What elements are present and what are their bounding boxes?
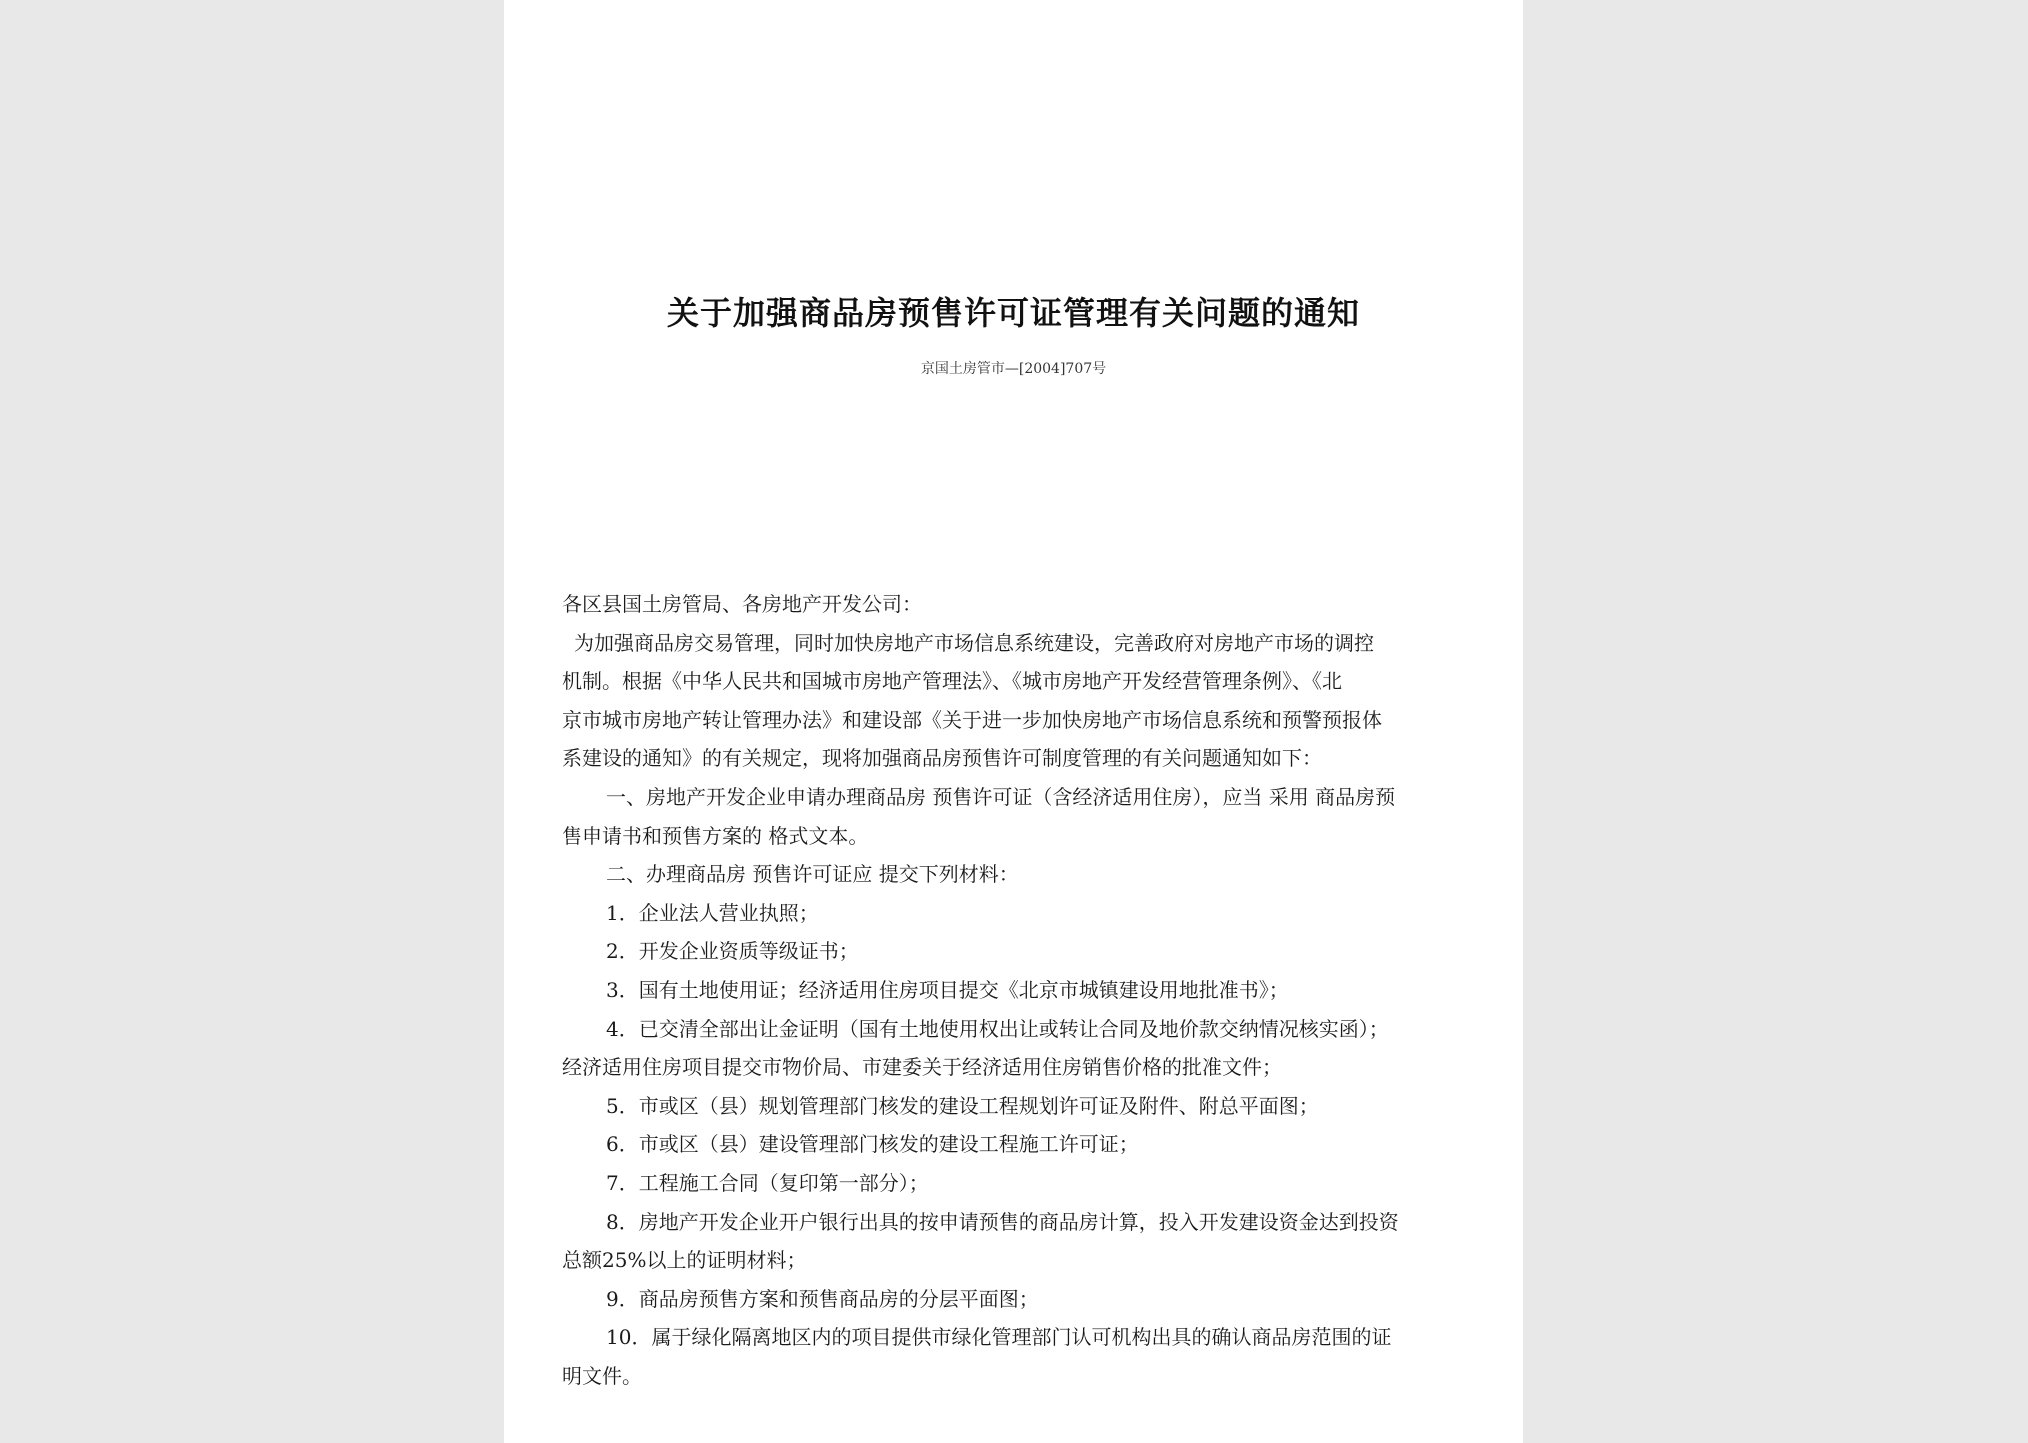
- body-line: 8．房地产开发企业开户银行出具的按申请预售的商品房计算，投入开发建设资金达到投资: [606, 1209, 1399, 1234]
- body-line: 明文件。: [562, 1363, 642, 1388]
- body-line: 7．工程施工合同（复印第一部分）；: [606, 1170, 929, 1195]
- body-line: 3．国有土地使用证；经济适用住房项目提交《北京市城镇建设用地批准书》；: [606, 977, 1289, 1002]
- body-line: 机制。根据《中华人民共和国城市房地产管理法》、《城市房地产开发经营管理条例》、《北: [562, 669, 1342, 694]
- document-title: 关于加强商品房预售许可证管理有关问题的通知: [666, 294, 1360, 332]
- document-number: 京国土房管市—[2004]707号: [920, 361, 1107, 377]
- body-line: 总额25%以上的证明材料；: [562, 1248, 807, 1273]
- document-page: [504, 0, 1523, 1443]
- body-line: 9．商品房预售方案和预售商品房的分层平面图；: [606, 1286, 1039, 1311]
- body-line: 为加强商品房交易管理，同时加快房地产市场信息系统建设，完善政府对房地产市场的调控: [574, 630, 1374, 655]
- body-line: 经济适用住房项目提交市物价局、市建委关于经济适用住房销售价格的批准文件；: [562, 1055, 1282, 1080]
- body-line: 1．企业法人营业执照；: [606, 900, 819, 925]
- body-line: 10．属于绿化隔离地区内的项目提供市绿化管理部门认可机构出具的确认商品房范围的证: [606, 1325, 1392, 1350]
- body-line: 系建设的通知》的有关规定，现将加强商品房预售许可制度管理的有关问题通知如下：: [562, 746, 1322, 771]
- body-line: 一、房地产开发企业申请办理商品房 预售许可证（含经济适用住房），应当 采用 商品房预: [606, 784, 1396, 809]
- body-line: 各区县国土房管局、各房地产开发公司：: [562, 592, 922, 616]
- body-line: 2．开发企业资质等级证书；: [606, 939, 859, 964]
- document-body: [562, 585, 1472, 1395]
- body-line: 4．已交清全部出让金证明（国有土地使用权出让或转让合同及地价款交纳情况核实函）；: [606, 1016, 1389, 1041]
- body-line: 二、办理商品房 预售许可证应 提交下列材料：: [606, 862, 1019, 887]
- body-line: 6．市或区（县）建设管理部门核发的建设工程施工许可证；: [606, 1132, 1139, 1157]
- body-line: 京市城市房地产转让管理办法》和建设部《关于进一步加快房地产市场信息系统和预警预报体: [562, 707, 1382, 732]
- body-line: 5．市或区（县）规划管理部门核发的建设工程规划许可证及附件、附总平面图；: [606, 1093, 1319, 1118]
- body-line: 售申请书和预售方案的 格式文本。: [562, 823, 869, 848]
